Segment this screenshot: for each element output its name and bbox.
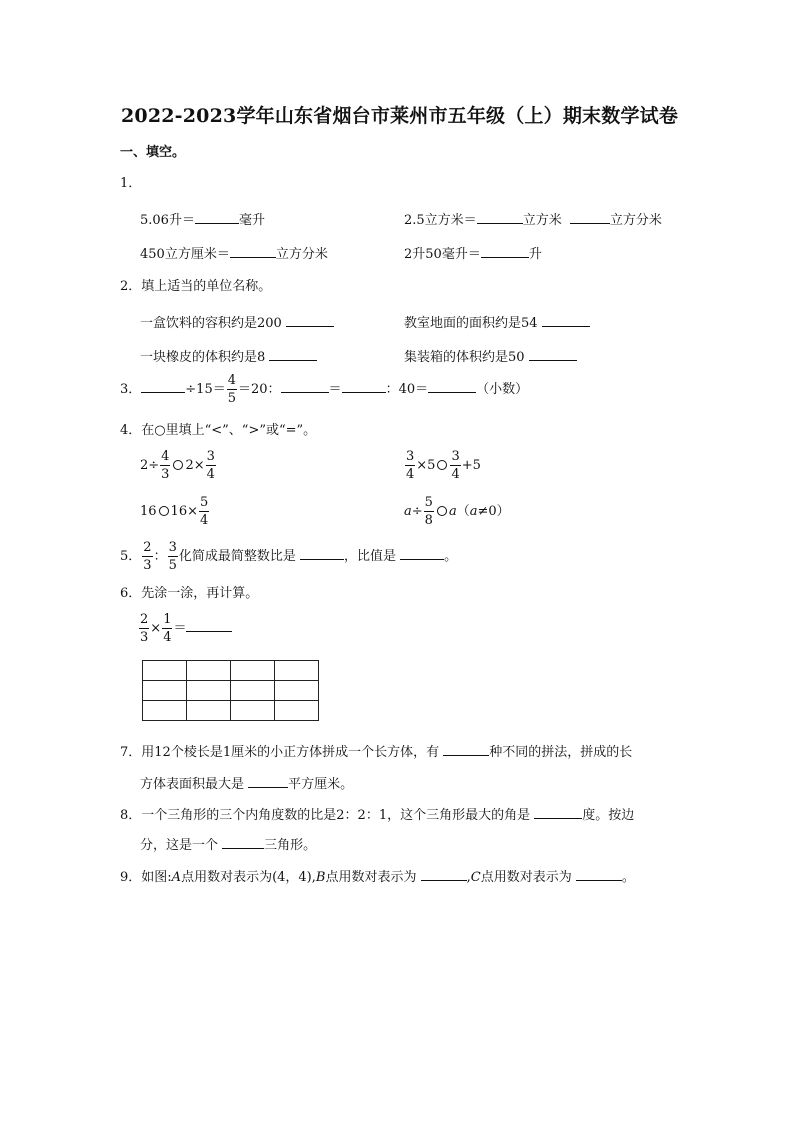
fraction-numerator: 3 — [168, 540, 177, 555]
answer-blank[interactable] — [421, 868, 467, 881]
grid-cell[interactable] — [143, 661, 187, 681]
fraction-numerator: 2 — [143, 540, 152, 555]
q2-b-text: 教室地面的面积约是54 — [404, 316, 538, 331]
answer-blank[interactable] — [286, 314, 334, 327]
q8-line1a: 一个三角形的三个内角度数的比是2：2：1，这个三角形最大的角是 — [141, 808, 531, 823]
fraction — [450, 450, 460, 481]
fraction-numerator: 3 — [206, 449, 215, 464]
grid-cell[interactable] — [275, 681, 319, 701]
question-7-number: 7． — [120, 745, 142, 760]
answer-blank[interactable] — [186, 619, 232, 632]
page-title: 2022-2023学年山东省烟台市莱州市五年级（上）期末数学试卷 — [121, 105, 679, 127]
q5-colon: ： — [153, 549, 167, 564]
fraction-numerator: 2 — [140, 612, 149, 627]
point-c-label: C — [470, 870, 481, 885]
q2-item-d — [404, 348, 577, 364]
grid-cell[interactable] — [231, 701, 275, 721]
compare-circle[interactable] — [437, 506, 447, 516]
fraction — [139, 613, 149, 644]
q7-line2b: 平方厘米。 — [288, 777, 354, 792]
fraction — [227, 374, 237, 405]
fraction-denominator: 8 — [424, 513, 433, 528]
question-7-line-1 — [120, 743, 632, 759]
q2-item-a — [140, 314, 334, 330]
question-6-number: 6． — [120, 586, 142, 601]
q4-d-div: ÷ — [411, 504, 423, 519]
q3-div: ÷15＝ — [185, 382, 226, 397]
question-1-number: 1． — [120, 176, 142, 191]
q1-item-c — [140, 245, 328, 261]
grid-cell[interactable] — [143, 681, 187, 701]
grid-cell[interactable] — [275, 701, 319, 721]
question-8-number: 8． — [120, 808, 142, 823]
q4-d-cond-a: a — [469, 504, 478, 519]
q3-colon40: ：40＝ — [385, 382, 429, 397]
fraction-denominator: 3 — [143, 558, 152, 573]
answer-blank[interactable] — [195, 211, 239, 224]
q9-a-text: 点用数对表示为(4，4), — [181, 870, 316, 885]
q4-a-mid: 2× — [185, 458, 205, 473]
question-6 — [120, 587, 258, 600]
answer-blank[interactable] — [248, 775, 288, 788]
point-a-label: A — [171, 870, 182, 885]
q4-item-b — [404, 450, 481, 481]
q4-c-pre: 16 — [140, 504, 157, 519]
grid-cell[interactable] — [143, 701, 187, 721]
fraction-numerator: 5 — [199, 495, 209, 510]
fraction-denominator: 5 — [227, 391, 236, 406]
question-2-number: 2． — [120, 279, 142, 294]
q6-expression — [138, 613, 232, 644]
answer-blank[interactable] — [222, 836, 264, 849]
q7-line1b: 种不同的拼法，拼成的长 — [489, 745, 633, 760]
q4-b-mid: ×5 — [416, 458, 436, 473]
q1-b-left: 2.5立方米＝ — [404, 213, 477, 228]
fraction-numerator: 5 — [424, 495, 433, 510]
compare-circle[interactable] — [159, 506, 169, 516]
q5-text1: 化简成最简整数比是 — [178, 549, 296, 564]
question-7-line-2 — [140, 775, 353, 791]
q1-item-d — [404, 245, 542, 261]
answer-blank[interactable] — [230, 245, 276, 258]
fraction-denominator: 3 — [140, 630, 149, 645]
q1-b-unit1: 立方米 — [522, 213, 562, 228]
q1-item-a — [140, 211, 265, 227]
grid-cell[interactable] — [187, 661, 231, 681]
q2-item-b — [404, 314, 590, 330]
fraction — [142, 541, 152, 572]
q5-end: 。 — [444, 549, 458, 564]
q6-eq: ＝ — [173, 621, 187, 636]
question-8-line-2 — [140, 836, 316, 852]
q1-b-unit2: 立方分米 — [609, 213, 662, 228]
question-2 — [120, 280, 271, 293]
q1-a-unit: 毫升 — [238, 213, 265, 228]
answer-blank[interactable] — [443, 743, 489, 756]
q9-comma: , — [466, 870, 471, 885]
q4-d-cond-rest: ≠0） — [477, 504, 510, 519]
fraction-numerator: 4 — [227, 373, 236, 388]
grid-cell[interactable] — [231, 681, 275, 701]
answer-blank[interactable] — [300, 547, 344, 560]
question-4-number: 4． — [120, 423, 142, 438]
q7-line1a: 用12个棱长是1厘米的小正方体拼成一个长方体，有 — [141, 745, 440, 760]
shading-grid — [142, 660, 319, 721]
q3-tail: （小数） — [476, 382, 529, 397]
q8-line2b: 三角形。 — [264, 838, 317, 853]
answer-blank[interactable] — [576, 868, 622, 881]
q1-a-left: 5.06升＝ — [140, 213, 195, 228]
fraction — [206, 450, 216, 481]
q4-d-cond-open: （ — [456, 504, 470, 519]
q4-a-pre: 2÷ — [140, 458, 160, 473]
fraction-numerator: 3 — [451, 449, 460, 464]
answer-blank[interactable] — [400, 547, 444, 560]
q9-end: 。 — [621, 870, 635, 885]
question-5 — [120, 541, 457, 572]
q5-text2: ，比值是 — [344, 549, 397, 564]
question-3 — [120, 374, 528, 405]
grid-cell[interactable] — [187, 701, 231, 721]
question-6-text: 先涂一涂，再计算。 — [141, 586, 259, 601]
answer-blank[interactable] — [529, 348, 577, 361]
fraction — [405, 450, 415, 481]
fraction-numerator: 1 — [163, 612, 172, 627]
q1-d-left: 2升50毫升＝ — [404, 247, 481, 262]
question-3-number: 3． — [120, 382, 142, 397]
answer-blank[interactable] — [269, 348, 317, 361]
fraction — [424, 496, 434, 527]
answer-blank[interactable] — [281, 380, 329, 393]
fraction-denominator: 4 — [451, 467, 460, 482]
grid-cell[interactable] — [275, 661, 319, 681]
question-4 — [120, 424, 316, 437]
fraction-denominator: 5 — [168, 558, 177, 573]
fraction-denominator: 4 — [406, 467, 415, 482]
q2-item-c — [140, 348, 317, 364]
answer-blank[interactable] — [481, 245, 529, 258]
question-8-line-1 — [120, 806, 634, 822]
fraction-numerator: 4 — [161, 449, 170, 464]
q8-line2a: 分，这是一个 — [140, 838, 219, 853]
q9-b-text: 点用数对表示为 — [325, 870, 417, 885]
fraction — [162, 613, 172, 644]
q1-d-unit: 升 — [528, 247, 542, 262]
section-heading: 一、填空。 — [120, 145, 186, 160]
answer-blank[interactable] — [534, 806, 582, 819]
fraction-denominator: 3 — [161, 467, 170, 482]
q4-item-a — [140, 450, 217, 481]
q1-c-left: 450立方厘米＝ — [140, 247, 230, 262]
q4-b-tail: +5 — [461, 458, 481, 473]
answer-blank[interactable] — [342, 380, 386, 393]
q4-item-d — [404, 496, 510, 527]
q1-c-unit: 立方分米 — [275, 247, 328, 262]
answer-blank[interactable] — [428, 380, 476, 393]
compare-circle[interactable] — [437, 460, 447, 470]
fraction-numerator: 3 — [406, 449, 415, 464]
question-2-text: 填上适当的单位名称。 — [141, 279, 272, 294]
q9-c-text: 点用数对表示为 — [480, 870, 572, 885]
q7-line2a: 方体表面积最大是 — [140, 777, 245, 792]
fraction-denominator: 4 — [206, 467, 215, 482]
q2-d-text: 集装箱的体积约是50 — [404, 350, 525, 365]
q4-d-a: a — [404, 504, 412, 519]
fraction — [199, 496, 209, 527]
point-b-label: B — [315, 870, 326, 885]
fraction — [168, 541, 178, 572]
fraction-denominator: 4 — [163, 630, 172, 645]
fraction-denominator: 4 — [199, 513, 209, 528]
q1-item-b — [404, 211, 662, 227]
grid-cell[interactable] — [187, 681, 231, 701]
question-4-text: 在○里填上“<”、“>”或“=”。 — [141, 423, 317, 438]
compare-circle[interactable] — [173, 460, 183, 470]
q6-times: × — [150, 621, 162, 636]
q2-c-text: 一块橡皮的体积约是8 — [140, 350, 266, 365]
answer-blank[interactable] — [141, 380, 185, 393]
fraction — [160, 450, 170, 481]
q3-eq: ＝ — [328, 382, 342, 397]
q2-a-text: 一盒饮料的容积约是200 — [140, 316, 282, 331]
q9-pre: 如图: — [141, 870, 172, 885]
grid-cell[interactable] — [231, 661, 275, 681]
answer-blank[interactable] — [477, 211, 523, 224]
question-9 — [120, 868, 635, 884]
answer-blank[interactable] — [570, 211, 610, 224]
question-5-number: 5． — [120, 549, 142, 564]
q4-c-mid: 16× — [170, 504, 198, 519]
q4-item-c — [140, 496, 210, 527]
question-9-number: 9． — [120, 870, 142, 885]
q4-d-a2: a — [448, 504, 457, 519]
q8-line1b: 度。按边 — [582, 808, 635, 823]
answer-blank[interactable] — [542, 314, 590, 327]
q3-eq20: ＝20： — [238, 382, 281, 397]
